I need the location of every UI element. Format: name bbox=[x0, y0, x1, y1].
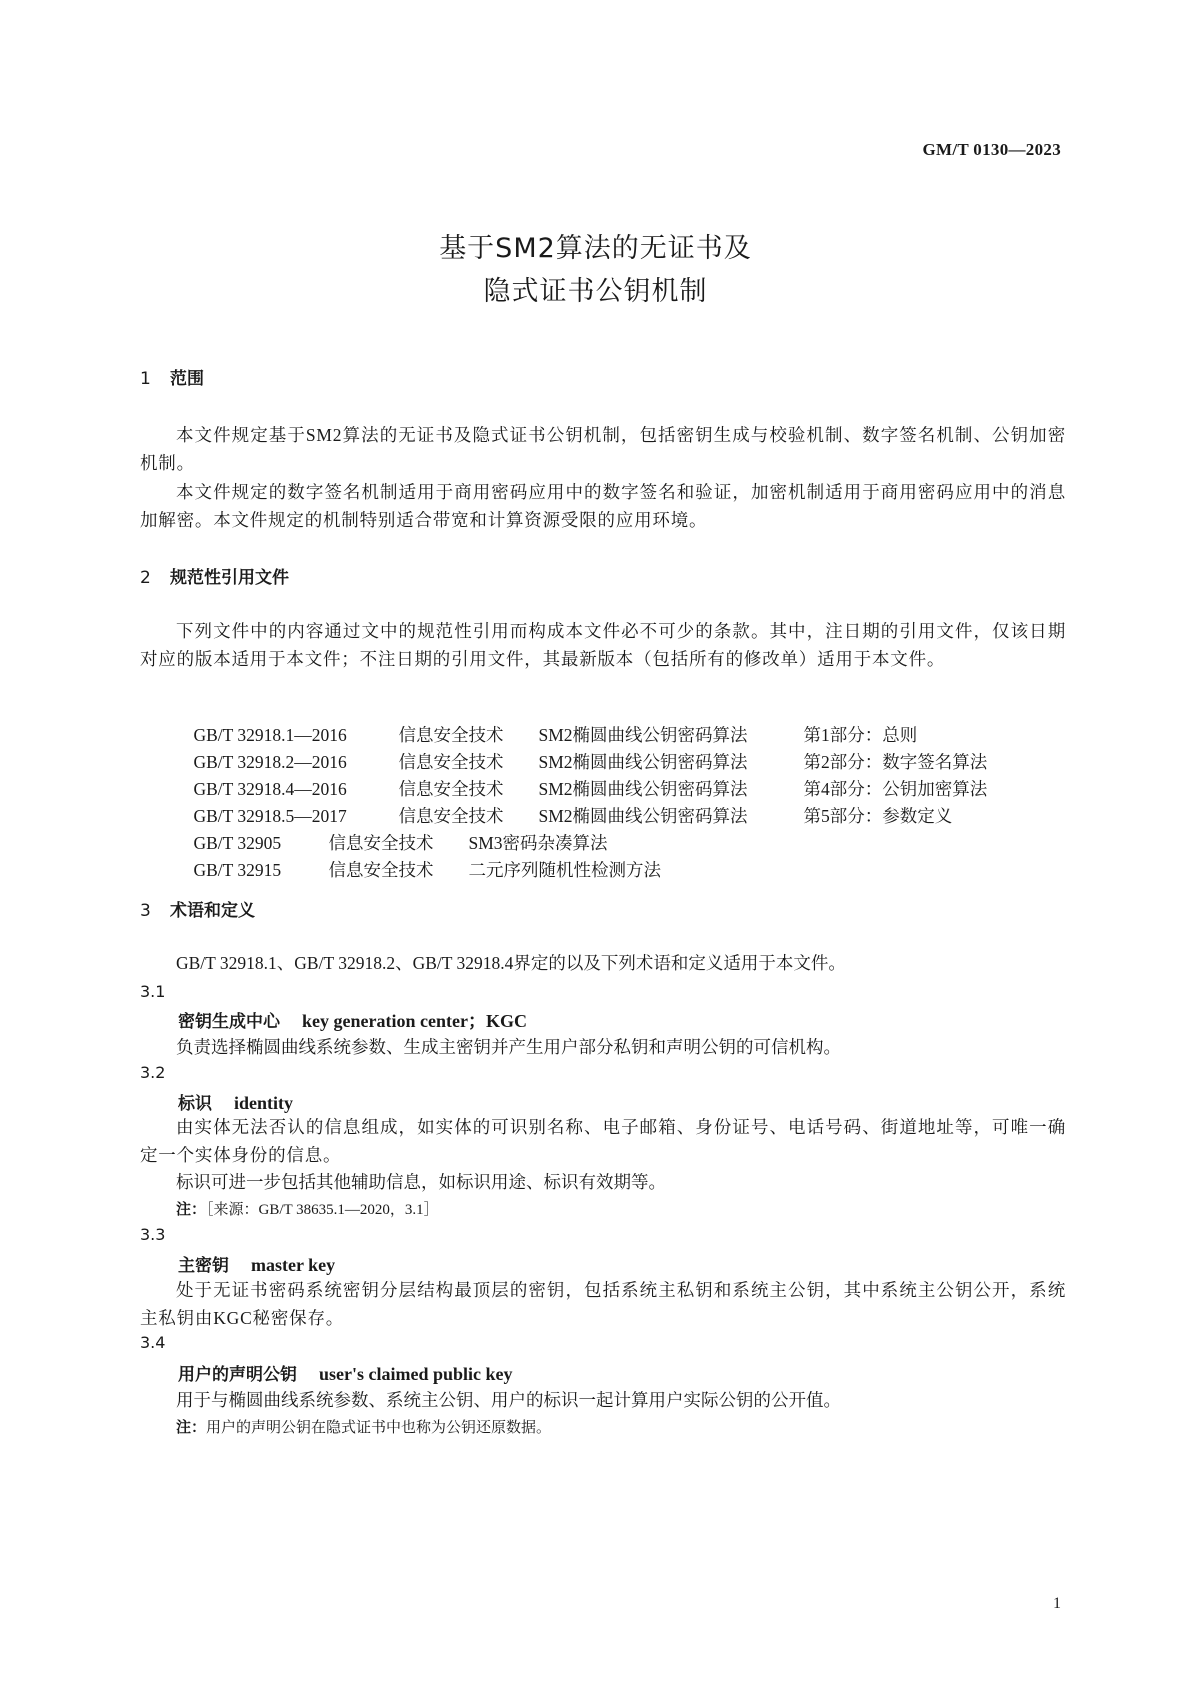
term-heading bbox=[178, 1251, 335, 1276]
term-definition: 由实体无法否认的信息组成，如实体的可识别名称、电子邮箱、身份证号、电话号码、街道地址等，可唯一确定一个实体身份的信息。 bbox=[140, 1117, 1066, 1165]
note-text: 用户的声明公钥在隐式证书中也称为公钥还原数据。 bbox=[206, 1420, 552, 1436]
term-heading bbox=[178, 1360, 513, 1385]
term-number: 3.3 bbox=[140, 1225, 166, 1244]
term-number: 3.1 bbox=[140, 982, 166, 1001]
section-number: 1 bbox=[140, 369, 151, 389]
section-title: 术语和定义 bbox=[170, 901, 255, 921]
section-3-intro: GB/T 32918.1、GB/T 32918.2、GB/T 32918.4界定的以及下列术语和定义适用于本文件。 bbox=[176, 953, 846, 973]
note-text: ［来源：GB/T 38635.1—2020，3.1］ bbox=[206, 1202, 439, 1218]
reference-title-part: SM2椭圆曲线公钥密码算法 bbox=[538, 806, 748, 826]
reference-title-part: 第2部分：数字签名算法 bbox=[803, 752, 988, 772]
term-heading bbox=[178, 1089, 293, 1114]
reference-title-part: 信息安全技术 bbox=[398, 779, 504, 799]
note-label: 注： bbox=[176, 1418, 207, 1436]
term-chinese: 密钥生成中心 bbox=[178, 1012, 280, 1032]
reference-title-part: SM2椭圆曲线公钥密码算法 bbox=[538, 779, 748, 799]
term-english: identity bbox=[234, 1093, 294, 1113]
section-number: 3 bbox=[140, 901, 151, 921]
reference-code: GB/T 32905 bbox=[193, 833, 282, 853]
section-title: 范围 bbox=[170, 369, 204, 389]
note-label: 注： bbox=[176, 1200, 207, 1218]
reference-title-part: 二元序列随机性检测方法 bbox=[468, 860, 661, 880]
section-number: 2 bbox=[140, 568, 151, 588]
term-chinese: 用户的声明公钥 bbox=[178, 1365, 297, 1385]
document-title-line1: 基于SM2算法的无证书及 bbox=[439, 233, 752, 264]
section-2-paragraph: 下列文件中的内容通过文中的规范性引用而构成本文件必不可少的条款。其中，注日期的引用文件，仅该日期对应的版本适用于本文件；不注日期的引用文件，其最新版本（包括所有的修改单）适用于本文件。 bbox=[140, 621, 1066, 669]
section-3-heading bbox=[140, 896, 255, 921]
term-english: user's claimed public key bbox=[319, 1364, 513, 1384]
term-chinese: 主密钥 bbox=[178, 1256, 229, 1276]
section-1-paragraph-1: 本文件规定基于SM2算法的无证书及隐式证书公钥机制，包括密钥生成与校验机制、数字签名机制、公钥加密机制。 bbox=[140, 425, 1066, 473]
reference-code: GB/T 32918.4—2016 bbox=[193, 779, 347, 799]
section-title: 规范性引用文件 bbox=[170, 568, 289, 588]
term-heading bbox=[178, 1007, 527, 1033]
reference-title-part: 第4部分：公钥加密算法 bbox=[803, 779, 988, 799]
section-1-heading bbox=[140, 364, 204, 389]
reference-title-part: 信息安全技术 bbox=[328, 860, 434, 880]
reference-title-part: SM3密码杂凑算法 bbox=[468, 833, 608, 853]
term-definition-extra: 标识可进一步包括其他辅助信息，如标识用途、标识有效期等。 bbox=[176, 1172, 666, 1192]
reference-item bbox=[176, 836, 661, 903]
term-number: 3.4 bbox=[140, 1333, 166, 1352]
standard-code: GM/T 0130—2023 bbox=[922, 140, 1061, 159]
term-note bbox=[176, 1416, 551, 1437]
term-definition: 处于无证书密码系统密钥分层结构最顶层的密钥，包括系统主私钥和系统主公钥，其中系统主公钥公开，系统主私钥由KGC秘密保存。 bbox=[140, 1280, 1066, 1328]
term-number: 3.2 bbox=[140, 1063, 166, 1082]
reference-title-part: 第5部分：参数定义 bbox=[803, 806, 953, 826]
term-definition: 负责选择椭圆曲线系统参数、生成主密钥并产生用户部分私钥和声明公钥的可信机构。 bbox=[176, 1037, 841, 1057]
term-chinese: 标识 bbox=[178, 1094, 212, 1114]
section-1-paragraph-2: 本文件规定的数字签名机制适用于商用密码应用中的数字签名和验证，加密机制适用于商用密码应用中的消息加解密。本文件规定的机制特别适合带宽和计算资源受限的应用环境。 bbox=[140, 482, 1066, 530]
reference-title-part: 信息安全技术 bbox=[398, 725, 504, 745]
page-number: 1 bbox=[1053, 1595, 1061, 1612]
reference-title-part: 信息安全技术 bbox=[328, 833, 434, 853]
reference-code: GB/T 32915 bbox=[193, 860, 282, 880]
reference-title-part: SM2椭圆曲线公钥密码算法 bbox=[538, 725, 748, 745]
reference-code: GB/T 32918.5—2017 bbox=[193, 806, 347, 826]
reference-title-part: SM2椭圆曲线公钥密码算法 bbox=[538, 752, 748, 772]
reference-code: GB/T 32918.1—2016 bbox=[193, 725, 347, 745]
term-note bbox=[176, 1198, 439, 1219]
term-english: master key bbox=[251, 1255, 336, 1275]
term-definition: 用于与椭圆曲线系统参数、系统主公钥、用户的标识一起计算用户实际公钥的公开值。 bbox=[176, 1390, 841, 1410]
reference-title-part: 信息安全技术 bbox=[398, 806, 504, 826]
term-english: key generation center；KGC bbox=[302, 1011, 527, 1031]
section-2-heading bbox=[140, 563, 289, 588]
reference-title-part: 信息安全技术 bbox=[398, 752, 504, 772]
reference-code: GB/T 32918.2—2016 bbox=[193, 752, 347, 772]
reference-title-part: 第1部分：总则 bbox=[803, 725, 918, 745]
document-title-line2: 隐式证书公钥机制 bbox=[483, 276, 708, 307]
